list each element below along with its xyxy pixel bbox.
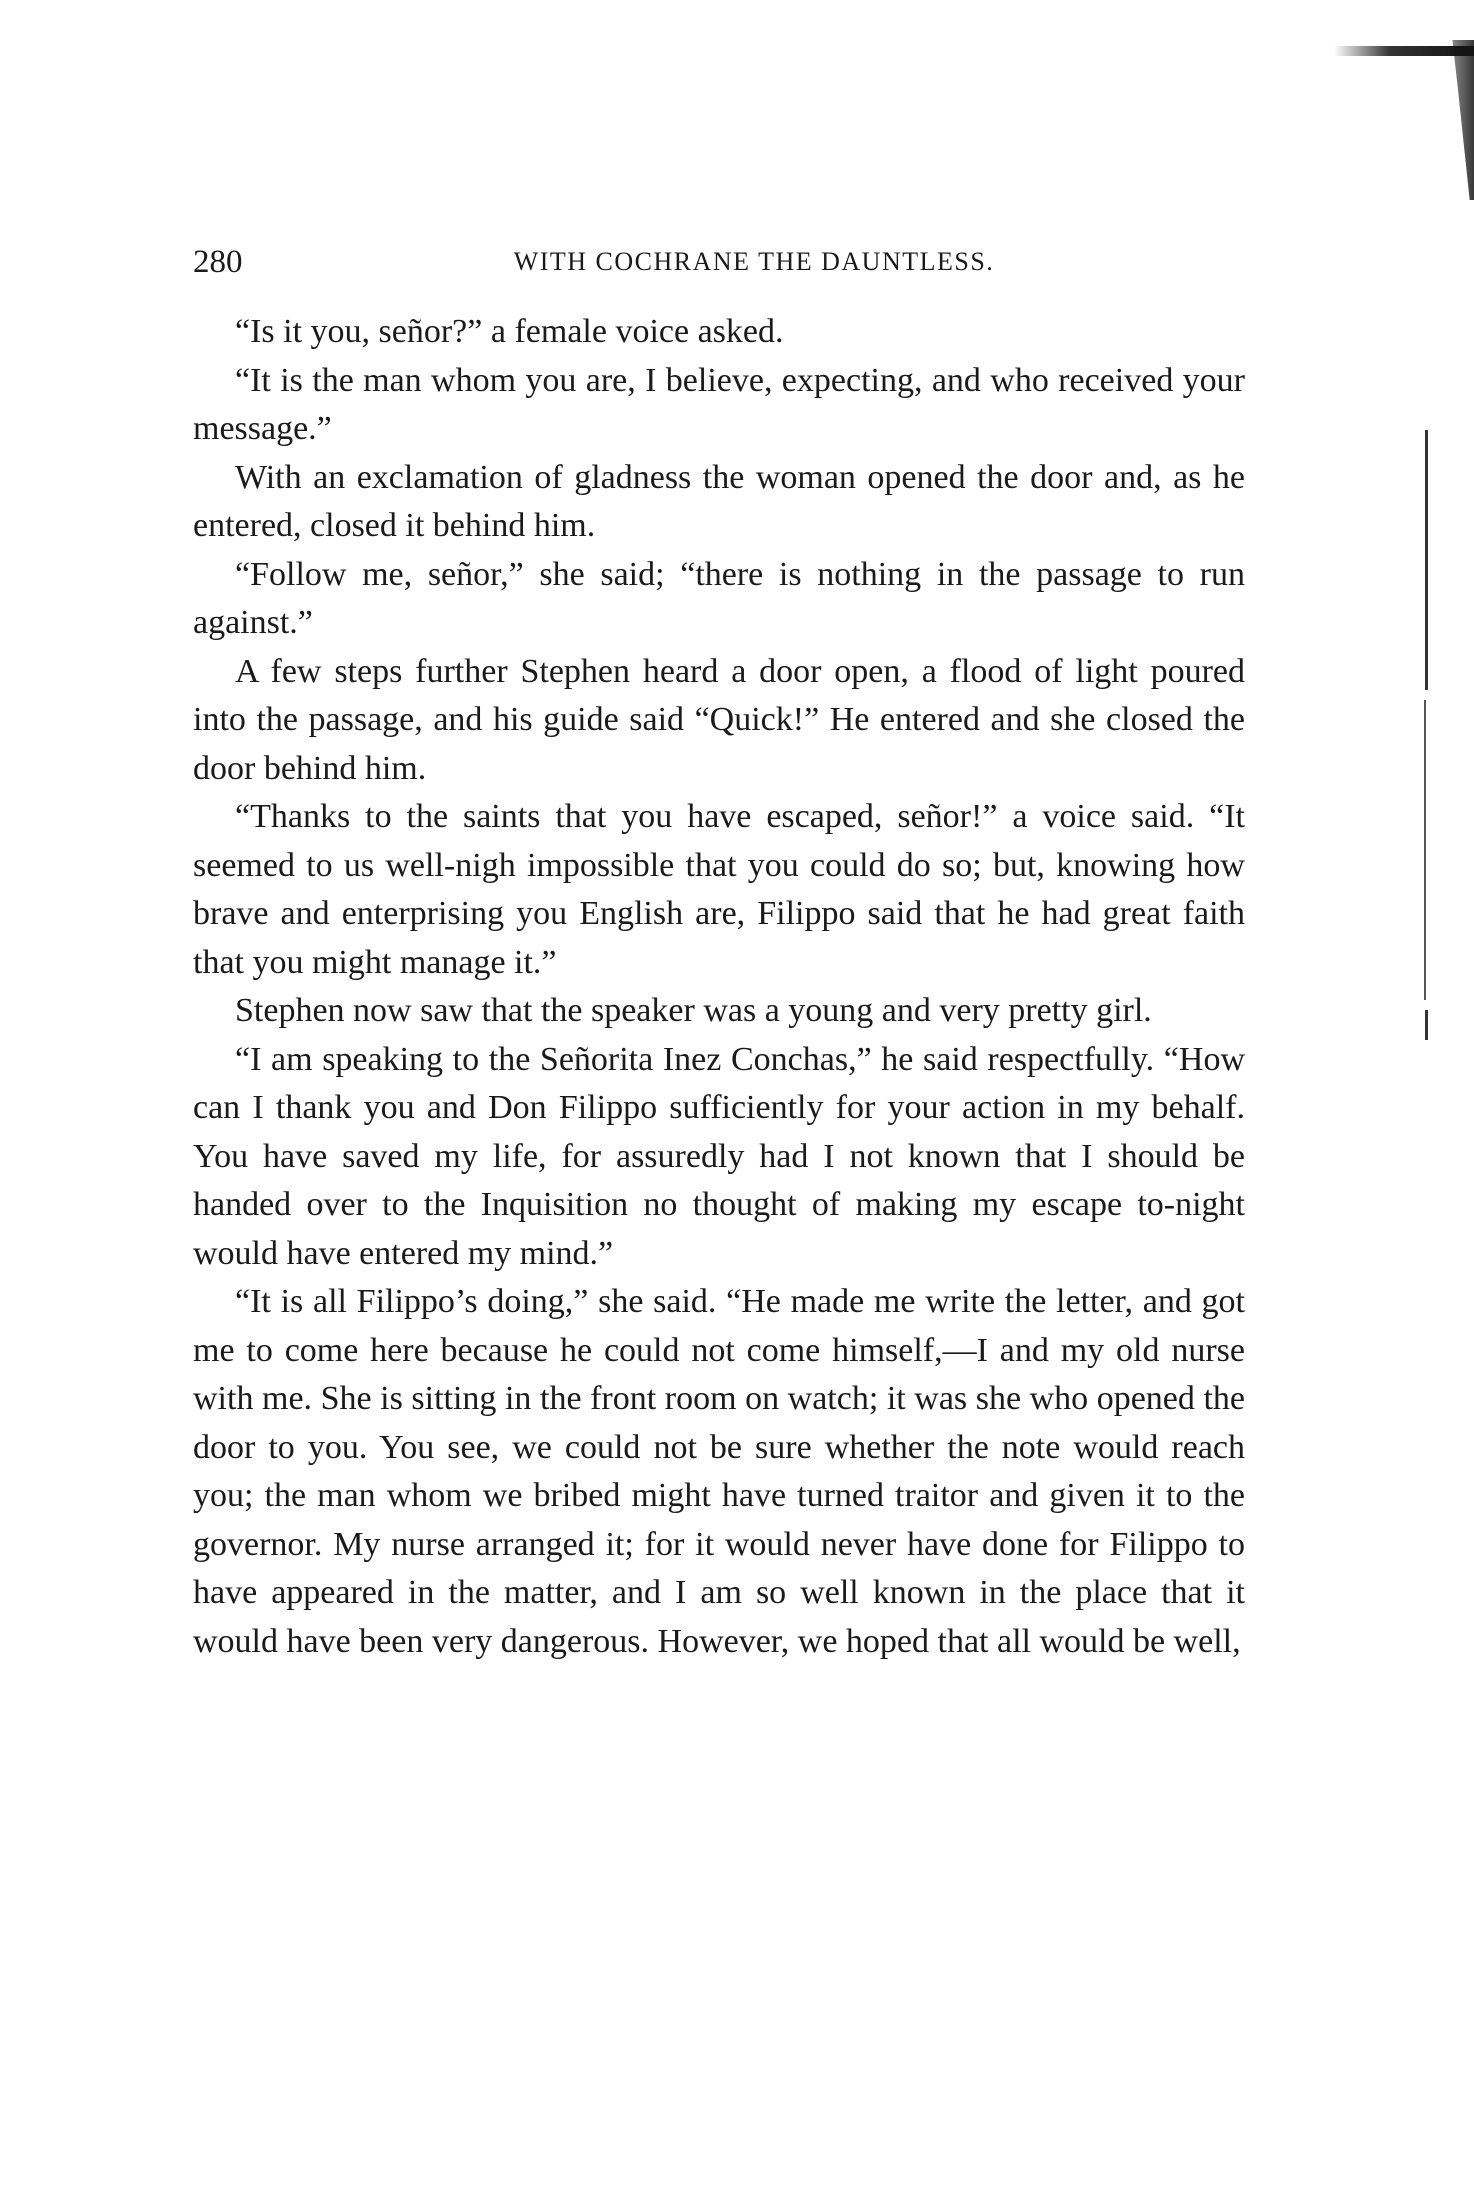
page-number: 280 — [193, 244, 243, 280]
scan-margin-line-3 — [1425, 1010, 1428, 1040]
paragraph: “It is the man whom you are, I believe, expecting, and who received your message.” — [193, 361, 1245, 447]
scan-edge-shadow-corner — [1420, 40, 1474, 200]
scan-margin-line-2 — [1424, 700, 1426, 1000]
scan-margin-line-1 — [1425, 430, 1428, 690]
running-head — [193, 240, 1245, 284]
paragraph: “Follow me, señor,” she said; “there is nothing in the passage to run against.” — [193, 555, 1245, 641]
paragraph: “It is all Filippo’s doing,” she said. “He made me write the letter, and got me to come here because he could not come himself,—I and my old nurse with me. She is sitting in the front room on watch; it was she who opened the door to you. You see, we could not be sure whether the note would reach you; the man whom we bribed might have turned traitor and given it to the governor. My nurse arranged it; for it would never have done for Filippo to have appeared in the matter, and I am so well known in the place that it would have been very dangerous. However, we hoped that all would be well, — [193, 1283, 1245, 1660]
paragraph: “Is it you, señor?” a female voice asked. — [235, 313, 784, 350]
running-title: WITH COCHRANE THE DAUNTLESS. — [513, 247, 995, 276]
scan-edge-shadow-top — [1334, 46, 1474, 56]
paragraph: “I am speaking to the Señorita Inez Conchas,” he said respectfully. “How can I thank you and Don Filippo sufficiently for your action in my behalf. You have saved my life, for assuredly had I not known that I should be handed over to the Inquisition no thought of making my escape to-night would have entered my mind.” — [193, 1040, 1245, 1272]
body-text — [193, 308, 1245, 1666]
paragraph: “Thanks to the saints that you have escaped, señor!” a voice said. “It seemed to us well-nigh impossible that you could do so; but, knowing how brave and enterprising you English are, Filippo said that he had great faith that you might manage it.” — [193, 798, 1245, 981]
paragraph: Stephen now saw that the speaker was a young and very pretty girl. — [235, 992, 1152, 1029]
paragraph: A few steps further Stephen heard a door open, a flood of light poured into the passage, and his guide said “Quick!” He entered and she closed the door behind him. — [193, 652, 1245, 787]
paragraph: With an exclamation of gladness the woman opened the door and, as he entered, closed it behind him. — [193, 458, 1245, 544]
